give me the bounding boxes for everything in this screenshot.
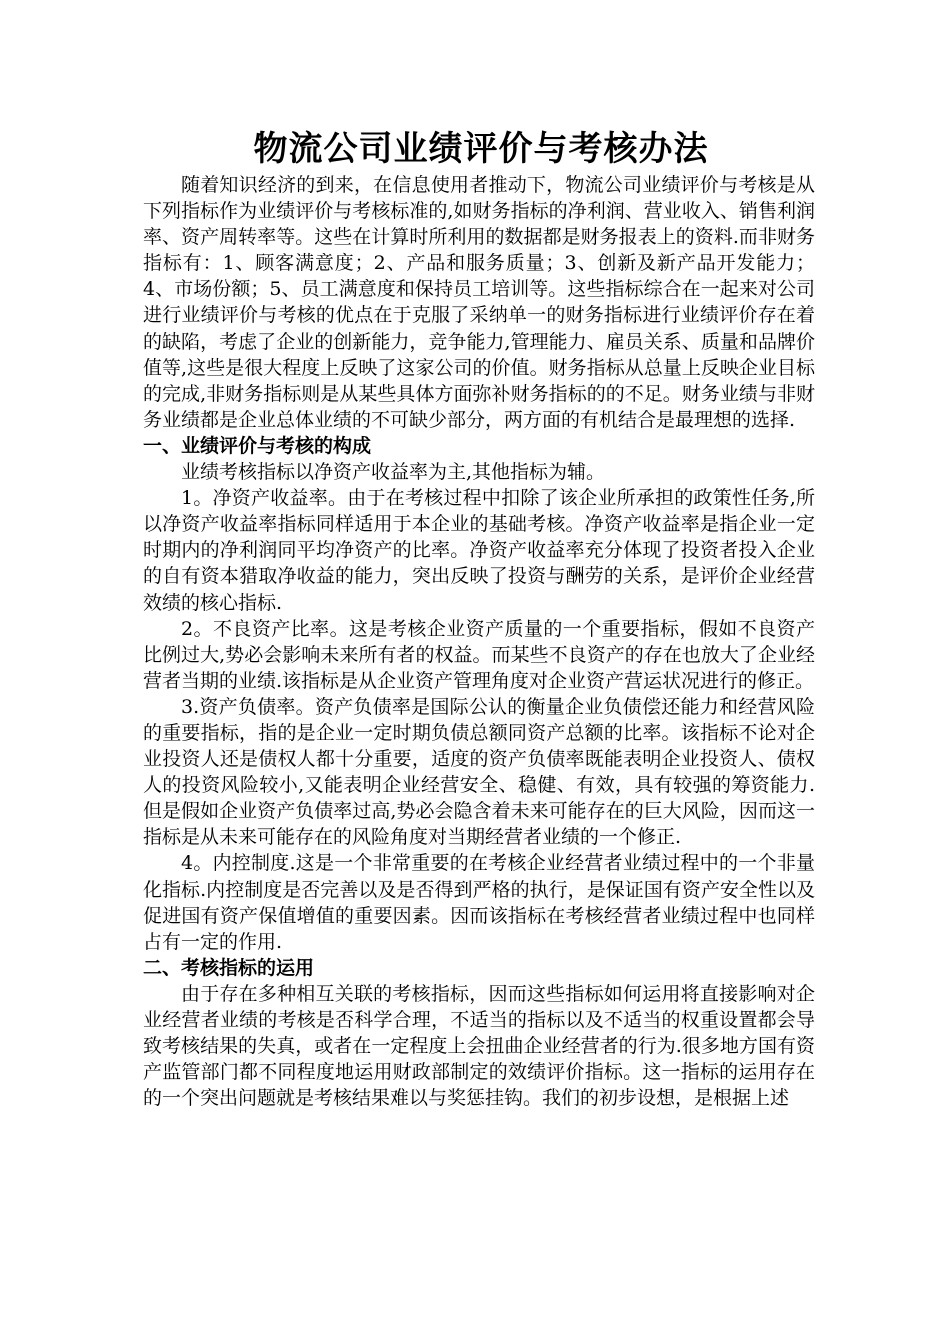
document-page xyxy=(143,126,815,1111)
section-1-item-3-paragraph: 3.资产负债率。资产负债率是国际公认的衡量企业负债偿还能力和经营风险的重要指标，指的是企业一定时期负债总额同资产总额的比率。该指标不论对企业投资人还是债权人都十分重要，适度的资产负债率既能表明企业投资人、债权人的投资风险较小,又能表明企业经营安全、稳健、有效，具有较强的筹资能力.但是假如企业资产负债率过高,势必会隐含着未来可能存在的巨大风险，因而这一指标是从未来可能存在的风险角度对当期经营者业绩的一个修正. xyxy=(143,695,815,849)
section-1-item-2-paragraph: 2。不良资产比率。这是考核企业资产质量的一个重要指标，假如不良资产比例过大,势必会影响未来所有者的权益。而某些不良资产的存在也放大了企业经营者当期的业绩.该指标是从企业资产管理角度对企业资产营运状况进行的修正。 xyxy=(143,617,815,692)
section-1-item-1-paragraph: 1。净资产收益率。由于在考核过程中扣除了该企业所承担的政策性任务,所以净资产收益率指标同样适用于本企业的基础考核。净资产收益率是指企业一定时期内的净利润同平均净资产的比率。净资产收益率充分体现了投资者投入企业的自有资本猎取净收益的能力，突出反映了投资与酬劳的关系，是评价企业经营效绩的核心指标. xyxy=(143,487,815,614)
section-1-heading: 一、业绩评价与考核的构成 xyxy=(143,434,372,457)
section-2-paragraph: 由于存在多种相互关联的考核指标，因而这些指标如何运用将直接影响对企业经营者业绩的考核是否科学合理，不适当的指标以及不适当的权重设置都会导致考核结果的失真，或者在一定程度上会扭曲企业经营者的行为.很多地方国有资产监管部门都不同程度地运用财政部制定的效绩评价指标。这一指标的运用存在的一个突出问题就是考核结果难以与奖惩挂钩。我们的初步设想，是根据上述 xyxy=(143,982,815,1110)
section-1-lead-paragraph: 业绩考核指标以净资产收益率为主,其他指标为辅。 xyxy=(181,461,606,484)
section-2-heading: 二、考核指标的运用 xyxy=(143,956,315,979)
document-title: 物流公司业绩评价与考核办法 xyxy=(253,129,709,169)
intro-paragraph: 随着知识经济的到来，在信息使用者推动下，物流公司业绩评价与考核是从下列指标作为业绩评价与考核标准的,如财务指标的净利润、营业收入、销售利润率、资产周转率等。这些在计算时所利用的数据都是财务报表上的资料.而非财务指标有：1、顾客满意度；2、产品和服务质量；3、创新及新产品开发能力；4、市场份额；5、员工满意度和保持员工培训等。这些指标综合在一起来对公司进行业绩评价与考核的优点在于克服了采纳单一的财务指标进行业绩评价存在着的缺陷，考虑了企业的创新能力，竞争能力,管理能力、雇员关系、质量和品牌价值等,这些是很大程度上反映了这家公司的价值。财务指标从总量上反映企业目标的完成,非财务指标则是从某些具体方面弥补财务指标的的不足。财务业绩与非财务业绩都是企业总体业绩的不可缺少部分，两方面的有机结合是最理想的选择. xyxy=(143,174,815,431)
section-1-item-4-paragraph: 4。内控制度.这是一个非常重要的在考核企业经营者业绩过程中的一个非量化指标.内控制度是否完善以及是否得到严格的执行，是保证国有资产安全性以及促进国有资产保值增值的重要因素。因而该指标在考核经营者业绩过程中也同样占有一定的作用. xyxy=(143,852,815,953)
